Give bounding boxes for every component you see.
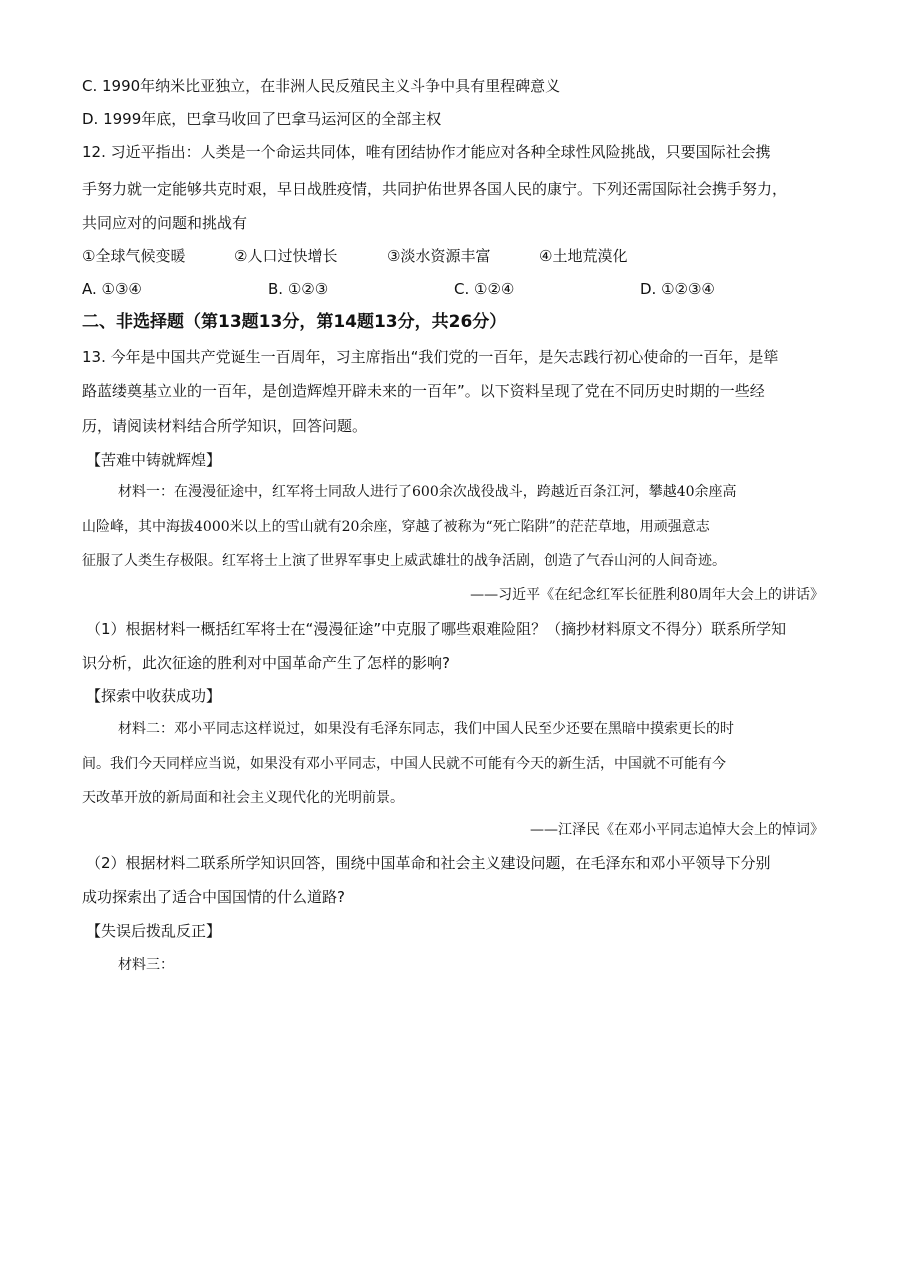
q13-stem-line2: 路蓝缕奠基立业的一百年，是创造辉煌开辟未来的一百年”。以下资料呈现了党在不同历史时期的一些经	[82, 382, 765, 400]
q12-option-a: A. ①③④	[82, 280, 142, 298]
part1-title: 【苦难中铸就辉煌】	[86, 451, 222, 469]
q13-stem-line3: 历，请阅读材料结合所学知识，回答问题。	[82, 417, 368, 435]
material2-line2: 间。我们今天同样应当说，如果没有邓小平同志，中国人民就不可能有今天的新生活，中国就不可能有今	[82, 756, 726, 772]
material2-line3: 天改革开放的新局面和社会主义现代化的光明前景。	[82, 790, 404, 806]
q12-item-1: ①全球气候变暖	[82, 247, 186, 265]
material1-line2: 山险峰，其中海拔4000米以上的雪山就有20余座，穿越了被称为“死亡陷阱”的茫茫草地，用顽强意志	[82, 519, 710, 535]
part2-title: 【探索中收获成功】	[86, 687, 222, 705]
part3-title: 【失误后拨乱反正】	[86, 922, 222, 940]
q11-option-d: D. 1999年底，巴拿马收回了巴拿马运河区的全部主权	[82, 110, 442, 128]
q11-option-c: C. 1990年纳米比亚独立，在非洲人民反殖民主义斗争中具有里程碑意义	[82, 77, 561, 95]
q12-stem-line1: 12. 习近平指出：人类是一个命运共同体，唯有团结协作才能应对各种全球性风险挑战，只要国际社会携	[82, 143, 771, 161]
material1-source: ——习近平《在纪念红军长征胜利80周年大会上的讲话》	[470, 587, 824, 603]
sub1-line1: （1）根据材料一概括红军将士在“漫漫征途”中克服了哪些艰难险阻？（摘抄材料原文不得分）联系所学知	[86, 620, 787, 638]
q12-item-4: ④土地荒漠化	[539, 247, 628, 265]
q12-stem-line3: 共同应对的问题和挑战有	[82, 214, 248, 232]
q12-option-b: B. ①②③	[268, 280, 329, 298]
sub1-line2: 识分析，此次征途的胜利对中国革命产生了怎样的影响?	[82, 654, 450, 672]
q12-item-2: ②人口过快增长	[234, 247, 338, 265]
material2-line1: 材料二：邓小平同志这样说过，如果没有毛泽东同志，我们中国人民至少还要在黑暗中摸索更长的时	[118, 721, 734, 737]
q13-stem-line1: 13. 今年是中国共产党诞生一百周年，习主席指出“我们党的一百年，是矢志践行初心使命的一百年，是筚	[82, 348, 779, 366]
q12-option-c: C. ①②④	[454, 280, 515, 298]
q12-option-d: D. ①②③④	[640, 280, 715, 298]
section-heading: 二、非选择题（第13题13分，第14题13分，共26分）	[82, 312, 507, 332]
material3-label: 材料三：	[118, 957, 174, 973]
sub2-line2: 成功探索出了适合中国国情的什么道路?	[82, 888, 345, 906]
sub2-line1: （2）根据材料二联系所学知识回答，围绕中国革命和社会主义建设问题，在毛泽东和邓小平领导下分别	[86, 854, 771, 872]
material1-line1: 材料一：在漫漫征途中，红军将士同敌人进行了600余次战役战斗，跨越近百条江河，攀越40余座高	[118, 484, 737, 500]
material1-line3: 征服了人类生存极限。红军将士上演了世界军事史上威武雄壮的战争活剧，创造了气吞山河的人间奇迹。	[82, 553, 726, 569]
q12-item-3: ③淡水资源丰富	[387, 247, 491, 265]
q12-stem-line2: 手努力就一定能够共克时艰，早日战胜疫情，共同护佑世界各国人民的康宁。下列还需国际社会携手努力，	[82, 180, 788, 198]
material2-source: ——江泽民《在邓小平同志追悼大会上的悼词》	[530, 822, 824, 838]
